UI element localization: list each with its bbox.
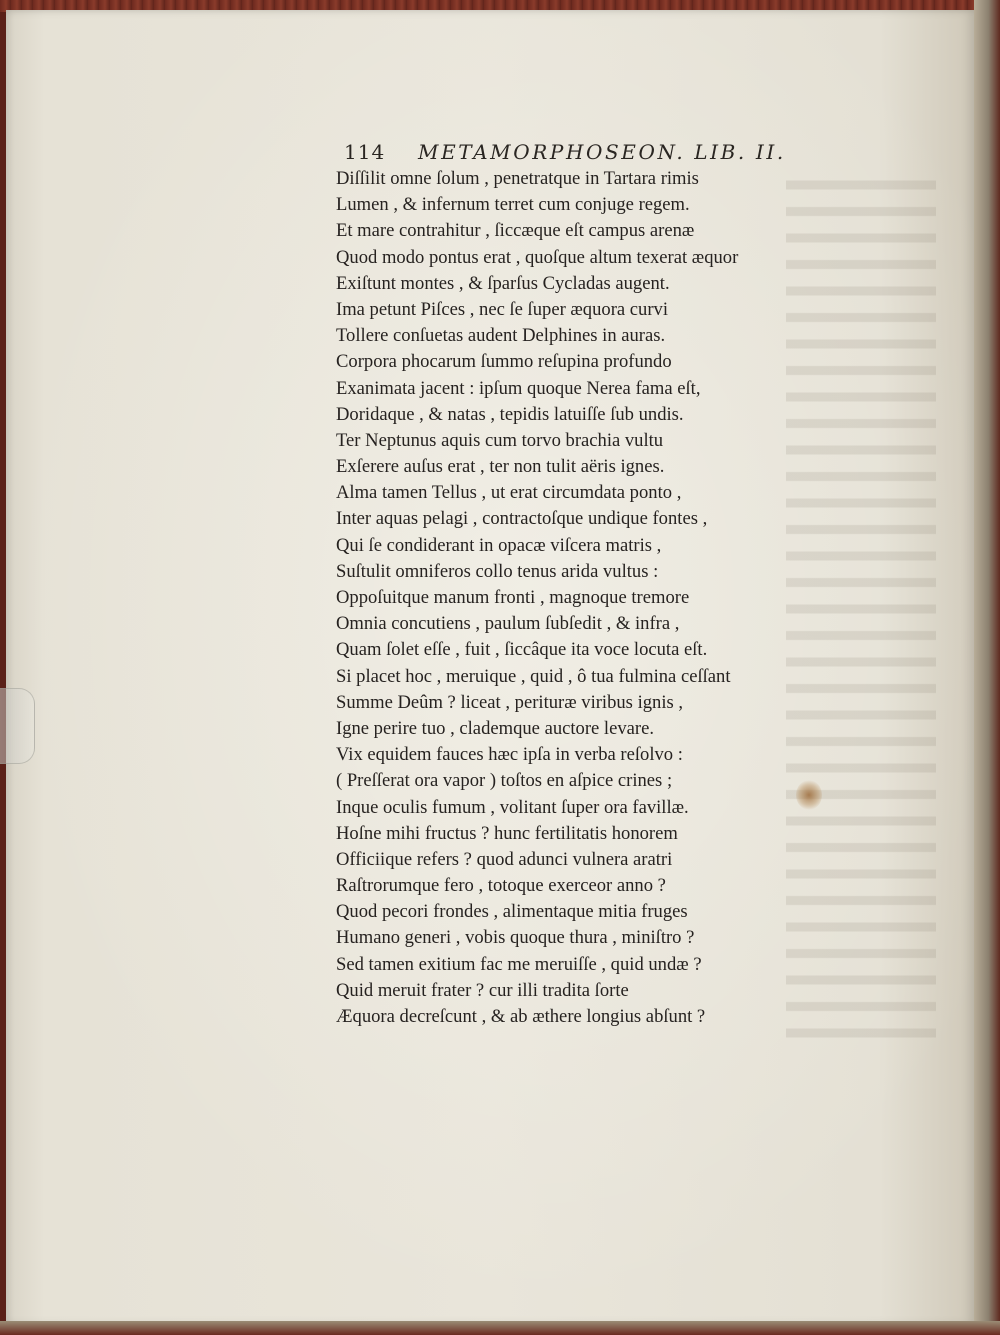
running-title: METAMORPHOSEON. LIB. II.	[418, 140, 786, 164]
verse-text	[336, 166, 836, 1030]
verse-line: Ima petunt Piſces , nec ſe ſuper æquora curvi	[336, 298, 669, 320]
verse-line: Exanimata jacent : ipſum quoque Nerea fama eſt,	[336, 377, 701, 399]
verse-line: Suſtulit omniferos collo tenus arida vultus :	[336, 560, 659, 582]
verse-line: Et mare contrahitur , ſiccæque eſt campus arenæ	[336, 220, 695, 242]
verse-line: Qui ſe condiderant in opacæ viſcera matris ,	[336, 534, 662, 556]
verse-line: Vix equidem fauces hæc ipſa in verba reſolvo :	[336, 744, 683, 766]
verse-line: Hoſne mihi fructus ? hunc fertilitatis honorem	[336, 822, 678, 844]
verse-line: Exiſtunt montes , & ſparſus Cycladas augent.	[336, 272, 670, 294]
book-edge-right	[974, 0, 1000, 1335]
verse-line: Si placet hoc , meruique , quid , ô tua fulmina ceſſant	[336, 665, 731, 687]
verse-line: Igne perire tuo , clademque auctore levare.	[336, 717, 654, 739]
page-number: 114	[344, 140, 386, 164]
verse-line: Diſſilit omne ſolum , penetratque in Tartara rimis	[336, 168, 699, 189]
verse-line: ( Preſſerat ora vapor ) toſtos en aſpice crines ;	[336, 770, 673, 792]
verse-line: Omnia concutiens , paulum ſubſedit , & infra ,	[336, 613, 680, 635]
verse-line: Doridaque , & natas , tepidis latuiſſe ſub undis.	[336, 403, 684, 425]
verse-line: Quid meruit frater ? cur illi tradita ſorte	[336, 979, 629, 1001]
verse-line: Inter aquas pelagi , contractoſque undique fontes ,	[336, 508, 708, 530]
verse-line: Ter Neptunus aquis cum torvo brachia vultu	[336, 429, 664, 451]
verse-line: Raſtrorumque fero , totoque exerceor anno ?	[336, 875, 666, 897]
verse-line: Summe Deûm ? liceat , perituræ viribus ignis ,	[336, 691, 684, 713]
verse-line: Alma tamen Tellus , ut erat circumdata ponto ,	[336, 482, 682, 504]
verse-line: Quod pecori frondes , alimentaque mitia fruges	[336, 901, 688, 923]
page-clip	[0, 688, 35, 764]
verse-line: Exſerere auſus erat , ter non tulit aëris ignes.	[336, 456, 665, 478]
verse-line: Lumen , & infernum terret cum conjuge regem.	[336, 194, 690, 216]
running-head	[344, 137, 824, 167]
verse-line: Corpora phocarum ſummo reſupina profundo	[336, 351, 672, 373]
verse-line: Sed tamen exitium fac me meruiſſe , quid undæ ?	[336, 953, 702, 975]
book-edge-bottom	[0, 1321, 1000, 1335]
verse-line: Inque oculis fumum , volitant ſuper ora favillæ.	[336, 796, 689, 818]
verse-line: Humano generi , vobis quoque thura , miniſtro ?	[336, 927, 695, 949]
verse-line: Quam ſolet eſſe , fuit , ſiccâque ita voce locuta eſt.	[336, 639, 708, 661]
verse-line: Tollere conſuetas audent Delphines in auras.	[336, 325, 666, 347]
verse-line: Officiique refers ? quod adunci vulnera aratri	[336, 848, 673, 870]
verse-line: Æquora decreſcunt , & ab æthere longius abſunt ?	[336, 1006, 706, 1027]
verse-line: Oppoſuitque manum fronti , magnoque tremore	[336, 587, 690, 608]
book-page	[6, 10, 976, 1325]
verse-line: Quod modo pontus erat , quoſque altum texerat æquor	[336, 246, 739, 268]
